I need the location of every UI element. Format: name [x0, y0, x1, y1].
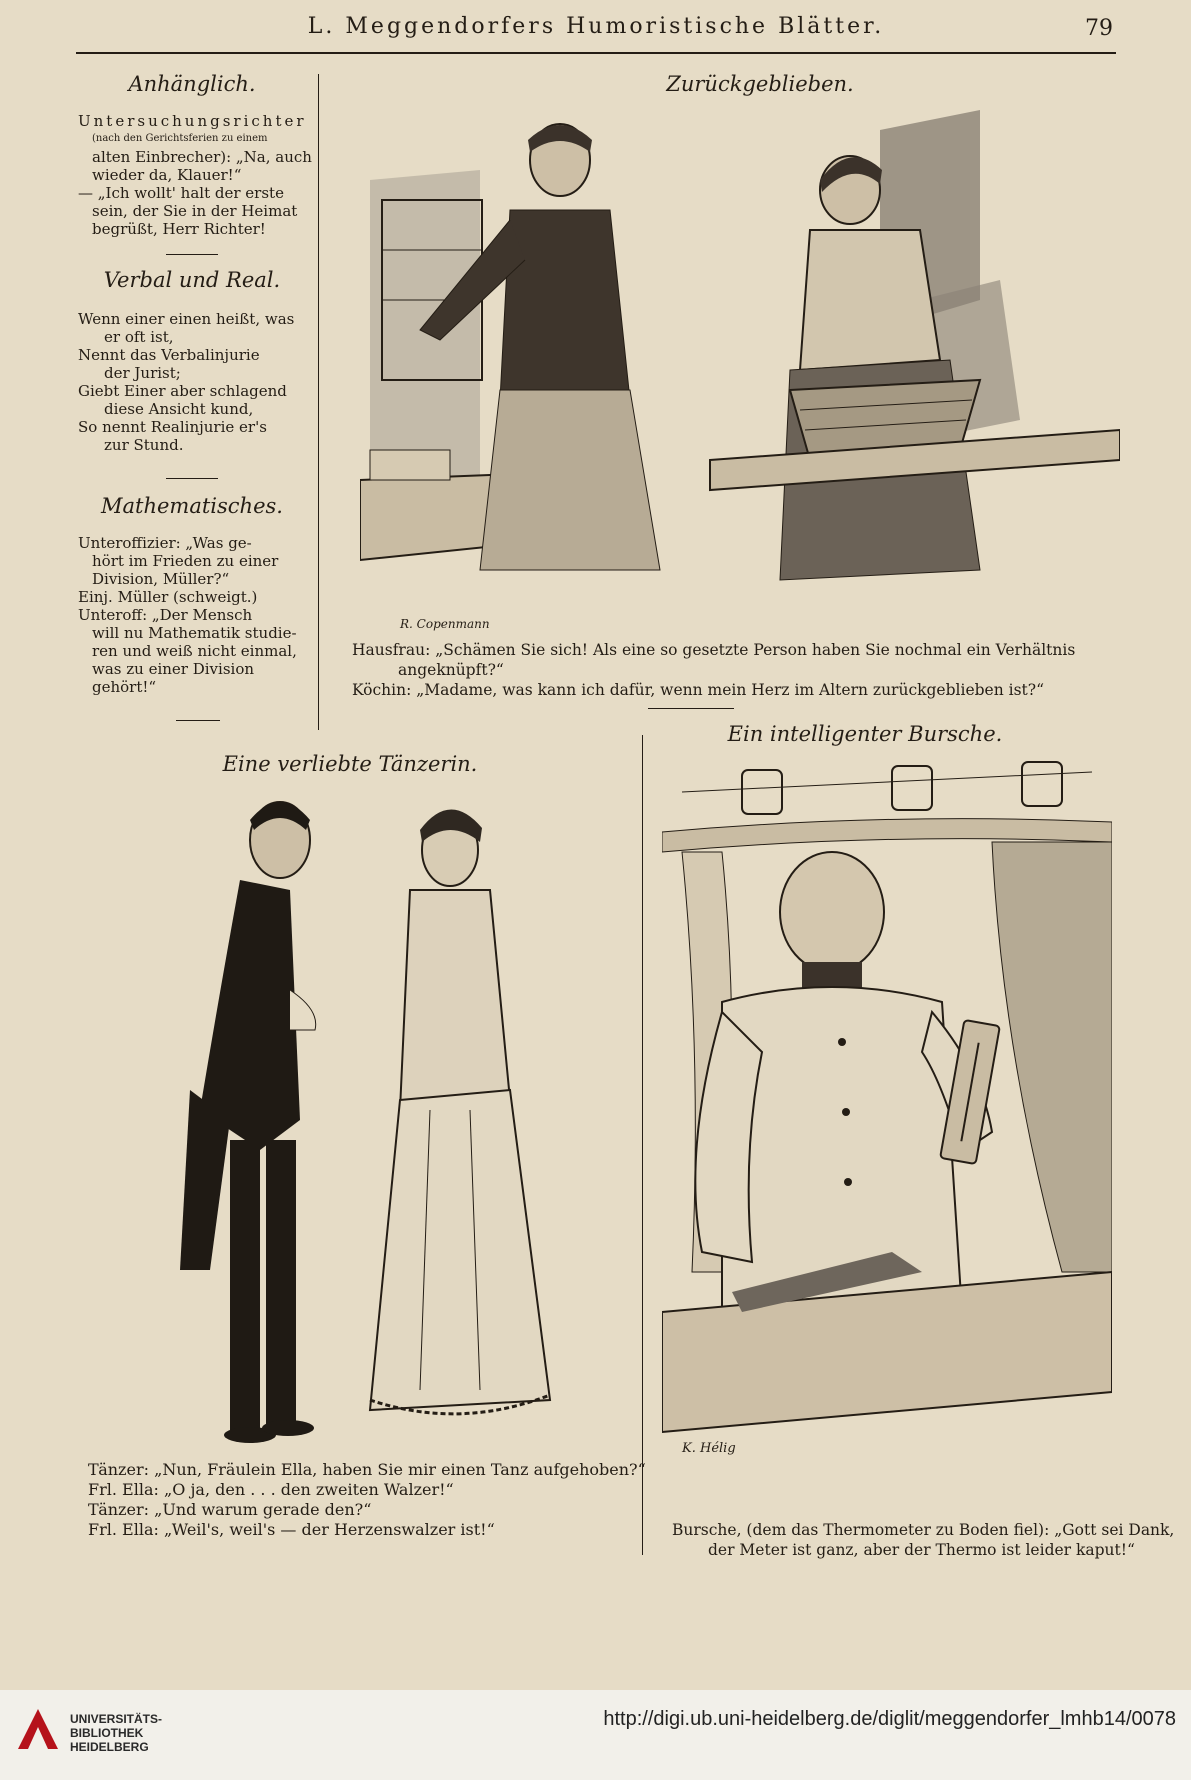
taenzerin-title: Eine verliebte Tänzerin. — [222, 752, 478, 776]
section-divider — [166, 254, 218, 255]
mathematisches-text — [78, 534, 297, 696]
caption-line: der Meter ist ganz, aber der Thermo ist leider kaput!“ — [708, 1541, 1135, 1559]
mathematisches-title: Mathematisches. — [101, 494, 283, 518]
math-line: Division, Müller?“ — [92, 570, 230, 588]
caption-line: angeknüpft?“ — [398, 661, 504, 679]
dance-illustration — [150, 790, 630, 1450]
verbal-line: Nennt das Verbalinjurie — [78, 346, 260, 364]
caption-line: Bursche, (dem das Thermometer zu Boden fiel): „Gott sei Dank, — [672, 1521, 1175, 1539]
verbal-line: der Jurist; — [104, 364, 181, 382]
anhaenglich-line: begrüßt, Herr Richter! — [92, 220, 266, 238]
kitchen-illustration — [360, 100, 1120, 640]
section-divider — [166, 478, 218, 479]
caption-line: Köchin: „Madame, was kann ich dafür, wenn mein Herz im Altern zurückgeblieben ist?“ — [352, 681, 1044, 699]
page-number: 79 — [1085, 16, 1113, 41]
zurueckgeblieben-caption — [352, 640, 1075, 700]
library-footer — [0, 1690, 1191, 1780]
verbal-title: Verbal und Real. — [103, 268, 281, 292]
verbal-line: diese Ansicht kund, — [104, 400, 254, 418]
verbal-line: er oft ist, — [104, 328, 174, 346]
signature-copenmann: R. Copenmann — [400, 617, 490, 631]
zurueckgeblieben-title: Zurückgeblieben. — [666, 72, 854, 96]
math-line: ren und weiß nicht einmal, — [92, 642, 297, 660]
verbal-line: Wenn einer einen heißt, was — [78, 310, 295, 328]
caption-line: Hausfrau: „Schämen Sie sich! Als eine so gesetzte Person haben Sie nochmal ein Verhältnis — [352, 641, 1076, 659]
library-line: BIBLIOTHEK — [70, 1726, 144, 1740]
source-url-link[interactable]: http://digi.ub.uni-heidelberg.de/diglit/meggendorfer_lmhb14/0078 — [603, 1708, 1176, 1730]
anhaenglich-line: sein, der Sie in der Heimat — [92, 202, 298, 220]
anhaenglich-line: (nach den Gerichtsferien zu einem — [92, 133, 268, 144]
bursche-illustration — [662, 752, 1112, 1520]
anhaenglich-line: alten Einbrecher): „Na, auch — [92, 148, 312, 166]
caption-line: Tänzer: „Und warum gerade den?“ — [88, 1500, 372, 1519]
left-column-rule — [318, 74, 319, 730]
signature-helig: K. Hélig — [682, 1441, 736, 1456]
caption-line: Frl. Ella: „O ja, den . . . den zweiten Walzer!“ — [88, 1480, 454, 1499]
running-title: L. Meggendorfers Humoristische Blätter. — [307, 14, 885, 39]
verbal-line: Giebt Einer aber schlagend — [78, 382, 287, 400]
anhaenglich-line: wieder da, Klauer!“ — [92, 166, 242, 184]
library-name — [70, 1712, 162, 1754]
math-line: gehört!“ — [92, 678, 157, 696]
math-line: hört im Frieden zu einer — [92, 552, 279, 570]
anhaenglich-line: Untersuchungsrichter — [78, 112, 307, 130]
anhaenglich-text — [78, 112, 312, 238]
library-line: UNIVERSITÄTS- — [70, 1712, 163, 1726]
header-rule — [76, 52, 1116, 54]
section-divider — [176, 720, 220, 721]
taenzerin-caption — [88, 1460, 646, 1540]
verbal-line: So nennt Realinjurie er's — [78, 418, 267, 436]
library-logo-icon — [14, 1705, 62, 1753]
separator-rule — [648, 708, 734, 709]
bottom-column-rule — [642, 735, 643, 1555]
library-line: HEIDELBERG — [70, 1740, 149, 1754]
math-line: was zu einer Division — [92, 660, 255, 678]
verbal-text — [78, 310, 294, 454]
caption-line: Frl. Ella: „Weil's, weil's — der Herzenswalzer ist!“ — [88, 1520, 495, 1539]
math-line: Unteroffizier: „Was ge- — [78, 534, 252, 552]
math-line: Einj. Müller (schweigt.) — [78, 588, 258, 606]
anhaenglich-line: — „Ich wollt' halt der erste — [78, 184, 284, 202]
anhaenglich-title: Anhänglich. — [128, 72, 256, 96]
verbal-line: zur Stund. — [104, 436, 184, 454]
bursche-caption — [672, 1520, 1174, 1560]
caption-line: Tänzer: „Nun, Fräulein Ella, haben Sie mir einen Tanz aufgehoben?“ — [88, 1460, 646, 1479]
bursche-title: Ein intelligenter Bursche. — [727, 722, 1003, 746]
math-line: will nu Mathematik studie- — [92, 624, 297, 642]
math-line: Unteroff: „Der Mensch — [78, 606, 253, 624]
